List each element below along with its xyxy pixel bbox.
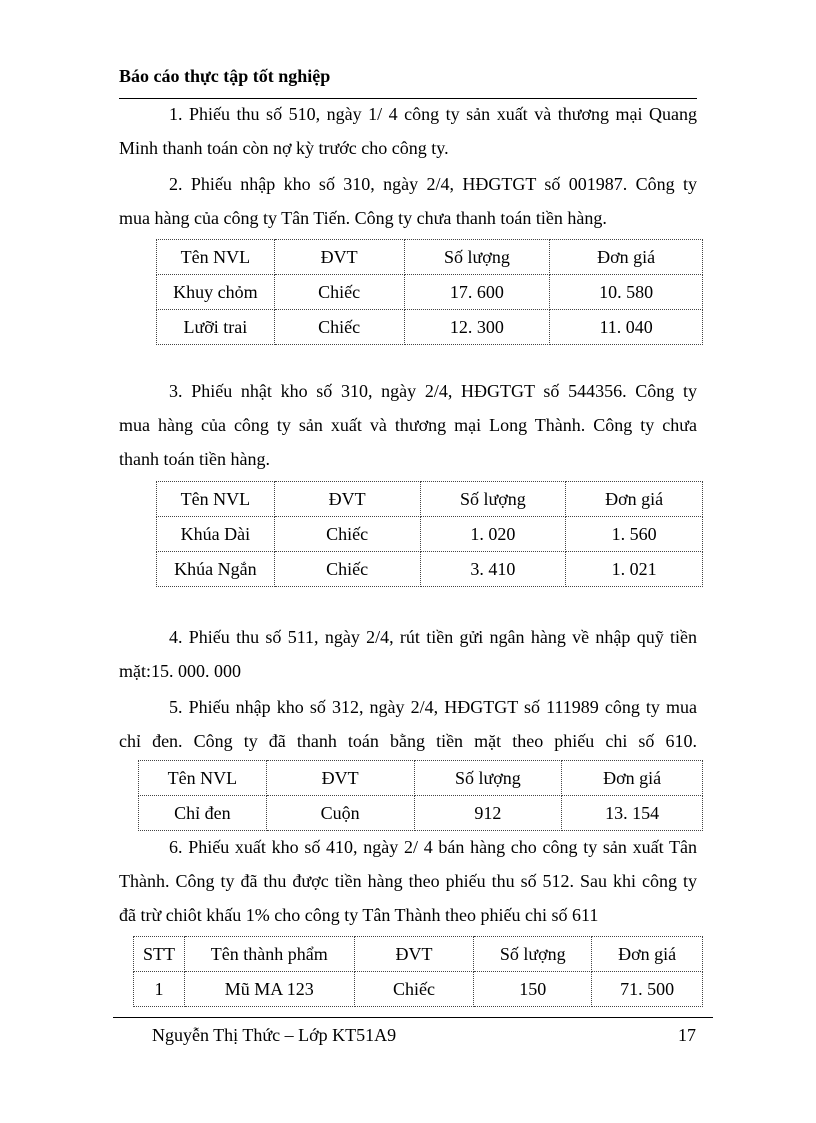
table-cell: 71. 500 [592, 972, 703, 1007]
table-cell: Khúa Dài [157, 517, 275, 552]
materials-table-3 [138, 760, 703, 831]
paragraph-line: đã trừ chiôt khấu 1% cho công ty Tân Thành theo phiếu chi số 611 [119, 905, 599, 925]
table-header-cell: Số lượng [420, 482, 566, 517]
table-cell: Chiếc [274, 310, 404, 345]
table-header-cell: Số lượng [474, 937, 592, 972]
table-header-row [139, 761, 703, 796]
table-cell: 13. 154 [562, 796, 703, 831]
paragraph-5 [119, 690, 697, 758]
table-cell: Chiếc [274, 517, 420, 552]
table-row [134, 972, 703, 1007]
table-row [139, 796, 703, 831]
table-header-row [134, 937, 703, 972]
paragraph-line: 1. Phiếu thu số 510, ngày 1/ 4 công ty sản xuất và thương mại Quang [169, 104, 697, 124]
table-cell: 912 [414, 796, 562, 831]
paragraph-line: Thành. Công ty đã thu được tiền hàng theo phiếu thu số 512. Sau khi công ty [119, 871, 697, 891]
table-header-cell: ĐVT [274, 482, 420, 517]
table-cell: 12. 300 [404, 310, 550, 345]
table-header-cell: Đơn giá [550, 240, 703, 275]
table-cell: Khuy chỏm [157, 275, 275, 310]
paragraph-2 [119, 167, 697, 235]
table-header-cell: Tên NVL [157, 240, 275, 275]
table-cell: 1. 021 [566, 552, 703, 587]
paragraph-line: 2. Phiếu nhập kho số 310, ngày 2/4, HĐGTGT số 001987. Công ty [169, 174, 697, 194]
paragraph-line: mua hàng của công ty Tân Tiến. Công ty chưa thanh toán tiền hàng. [119, 208, 607, 228]
footer-author: Nguyễn Thị Thức – Lớp KT51A9 [152, 1025, 397, 1045]
table-row [157, 517, 703, 552]
table-cell: 10. 580 [550, 275, 703, 310]
table-row [157, 310, 703, 345]
paragraph-line: 4. Phiếu thu số 511, ngày 2/4, rút tiền gửi ngân hàng về nhập quỹ tiền [169, 627, 697, 647]
table-header-row [157, 240, 703, 275]
table-header-cell: Số lượng [414, 761, 562, 796]
page-number: 17 [678, 1025, 696, 1045]
products-table [133, 936, 703, 1007]
table-cell: Chiếc [274, 275, 404, 310]
paragraph-line: mặt:15. 000. 000 [119, 661, 241, 681]
table-row [157, 275, 703, 310]
table-cell: Khúa Ngắn [157, 552, 275, 587]
paragraph-line: 6. Phiếu xuất kho số 410, ngày 2/ 4 bán hàng cho công ty sản xuất Tân [169, 837, 697, 857]
table-header-cell: Tên NVL [139, 761, 267, 796]
table-cell: 17. 600 [404, 275, 550, 310]
paragraph-3 [119, 374, 697, 476]
table-header-cell: Tên thành phẩm [184, 937, 354, 972]
table-cell: Chỉ đen [139, 796, 267, 831]
table-header-cell: Đơn giá [566, 482, 703, 517]
table-header-cell: Đơn giá [562, 761, 703, 796]
paragraph-line: chỉ đen. Công ty đã thanh toán bằng tiền mặt theo phiếu chi số 610. [119, 731, 697, 751]
table-cell: 3. 410 [420, 552, 566, 587]
footer-divider [113, 1017, 713, 1018]
table-header-cell: Số lượng [404, 240, 550, 275]
paragraph-line: Minh thanh toán còn nợ kỳ trước cho công ty. [119, 138, 449, 158]
table-header-cell: ĐVT [266, 761, 414, 796]
table-cell: 1. 560 [566, 517, 703, 552]
table-cell: 11. 040 [550, 310, 703, 345]
table-header-cell: ĐVT [354, 937, 474, 972]
table-cell: Lưỡi trai [157, 310, 275, 345]
materials-table-1 [156, 239, 703, 345]
paragraph-line: mua hàng của công ty sản xuất và thương mại Long Thành. Công ty chưa [119, 415, 697, 435]
paragraph-4 [119, 620, 697, 688]
table-row [157, 552, 703, 587]
paragraph-line: 3. Phiếu nhật kho số 310, ngày 2/4, HĐGTGT số 544356. Công ty [169, 381, 697, 401]
table-cell: 1 [134, 972, 185, 1007]
table-header-row [157, 482, 703, 517]
table-header-cell: Tên NVL [157, 482, 275, 517]
table-cell: Chiếc [354, 972, 474, 1007]
table-header-cell: ĐVT [274, 240, 404, 275]
table-header-cell: Đơn giá [592, 937, 703, 972]
table-cell: 1. 020 [420, 517, 566, 552]
table-header-cell: STT [134, 937, 185, 972]
paragraph-6 [119, 830, 697, 932]
paragraph-line: thanh toán tiền hàng. [119, 449, 270, 469]
paragraph-line: 5. Phiếu nhập kho số 312, ngày 2/4, HĐGTGT số 111989 công ty mua [169, 697, 697, 717]
paragraph-1 [119, 97, 697, 165]
table-cell: Mũ MA 123 [184, 972, 354, 1007]
table-cell: Cuộn [266, 796, 414, 831]
table-cell: 150 [474, 972, 592, 1007]
table-cell: Chiếc [274, 552, 420, 587]
header-title: Báo cáo thực tập tốt nghiệp [119, 66, 331, 86]
materials-table-2 [156, 481, 703, 587]
